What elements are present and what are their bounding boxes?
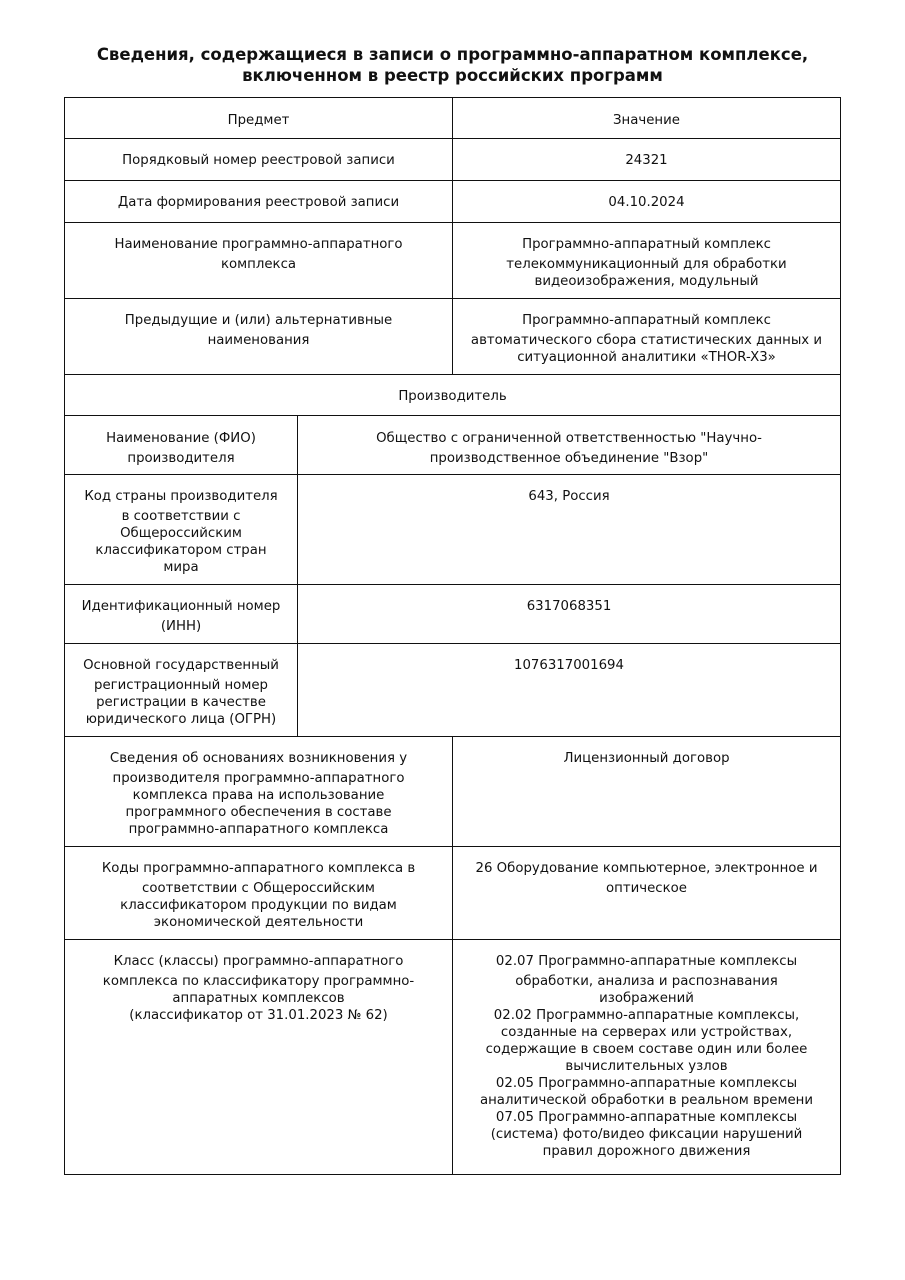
table-row-manufacturer-name [64,416,841,475]
table-row-classes [64,940,841,1175]
manufacturer-name-value [298,416,840,474]
value-line: правил дорожного движения [542,1144,751,1159]
inn-value: 6317068351 [526,599,612,614]
value-line: производственное объединение "Взор" [429,451,709,466]
registry-date-label: Дата формирования реестровой записи [65,181,453,222]
rights-basis-label [65,737,453,846]
header-value: Значение [613,113,680,128]
label-line: регистрации в качестве [96,695,266,710]
label-line: классификатором продукции по видам [120,898,397,913]
registry-number-label: Порядковый номер реестровой записи [65,139,453,180]
label-line: Идентификационный номер [81,599,281,614]
table-row-inn [64,585,841,644]
label-line: мира [163,560,199,575]
table-row-registry-number [64,139,841,181]
registry-date-value: 04.10.2024 [608,195,685,210]
label-line: Коды программно-аппаратного комплекса в [101,861,416,876]
manufacturer-section-heading: Производитель [398,389,507,404]
ogrn-label [65,644,298,736]
okpd-codes-value [453,847,840,939]
value-line: аналитической обработки в реальном времени [479,1093,814,1108]
value-line: созданные на серверах или устройствах, [500,1025,793,1040]
label-line: Код страны производителя [84,489,278,504]
table-row-alt-names [64,299,841,375]
ogrn-value: 1076317001694 [514,658,624,673]
alt-names-value [453,299,840,374]
label-line: комплекса права на использование [132,788,385,803]
table-row-complex-name [64,223,841,299]
document-title [0,44,905,86]
value-line: оптическое [606,881,687,896]
label-line: Наименование программно-аппаратного [114,237,403,252]
label-line: наименования [207,333,310,348]
inn-label [65,585,298,643]
label-line: производителя программно-аппаратного [112,771,405,786]
label-line: Основной государственный [83,658,279,673]
value-line: ситуационной аналитики «THOR-X3» [517,350,776,365]
complex-name-label [65,223,453,298]
table-row-okpd-codes [64,847,841,940]
label-line: Наименование (ФИО) [106,431,256,446]
value-line: автоматического сбора статистических данных и [470,333,823,348]
rights-basis-value: Лицензионный договор [563,751,730,766]
label-line: Предыдущие и (или) альтернативные [124,313,393,328]
label-line: экономической деятельности [153,915,364,930]
value-line: Общество с ограниченной ответственностью "Научно- [376,431,762,446]
value-line: 02.05 Программно-аппаратные комплексы [495,1076,798,1091]
okpd-codes-label [65,847,453,939]
label-line: соответствии с Общероссийским [142,881,375,896]
value-line: вычислительных узлов [565,1059,728,1074]
registry-table [64,97,841,1175]
label-line: юридического лица (ОГРН) [85,712,277,727]
value-line: 02.02 Программно-аппаратные комплексы, [493,1008,800,1023]
table-row-registry-date [64,181,841,223]
table-header-row [64,97,841,139]
value-line: 07.05 Программно-аппаратные комплексы [495,1110,798,1125]
label-line: Класс (классы) программно-аппаратного [113,954,404,969]
registry-number-value: 24321 [625,153,668,168]
label-line: производителя [127,451,235,466]
label-line: комплекса по классификатору программно- [102,974,415,989]
header-subject: Предмет [65,98,453,138]
table-row-ogrn [64,644,841,737]
label-line: Сведения об основаниях возникновения у [109,751,408,766]
value-line: Программно-аппаратный комплекс [522,237,771,252]
value-line: (система) фото/видео фиксации нарушений [490,1127,803,1142]
label-line: программно-аппаратного комплекса [128,822,389,837]
value-line: видеоизображения, модульный [534,274,759,289]
value-line: телекоммуникационный для обработки [506,257,787,272]
label-line: Общероссийским [120,526,242,541]
value-line: 02.07 Программно-аппаратные комплексы [495,954,798,969]
label-line: классификатором стран [95,543,267,558]
classes-label [65,940,453,1174]
label-line: (ИНН) [160,619,202,634]
value-line: содержащие в своем составе один или более [485,1042,808,1057]
label-line: аппаратных комплексов [172,991,345,1006]
label-line: в соответствии с [121,509,241,524]
classes-value [453,940,840,1174]
country-code-label [65,475,298,584]
complex-name-value [453,223,840,298]
label-line: комплекса [220,257,297,272]
value-line: Программно-аппаратный комплекс [522,313,771,328]
value-line: обработки, анализа и распознавания [515,974,778,989]
table-row-country-code [64,475,841,585]
alt-names-label [65,299,453,374]
manufacturer-name-label [65,416,298,474]
table-row-rights-basis [64,737,841,847]
label-line: (классификатор от 31.01.2023 № 62) [129,1008,388,1023]
title-line: Сведения, содержащиеся в записи о программно-аппаратном комплексе, [96,45,809,64]
title-line: включенном в реестр российских программ [242,66,663,85]
manufacturer-section-row [64,375,841,416]
label-line: программного обеспечения в составе [125,805,392,820]
label-line: регистрационный номер [94,678,268,693]
value-line: изображений [599,991,694,1006]
country-code-value: 643, Россия [528,489,610,504]
value-line: 26 Оборудование компьютерное, электронное и [475,861,818,876]
